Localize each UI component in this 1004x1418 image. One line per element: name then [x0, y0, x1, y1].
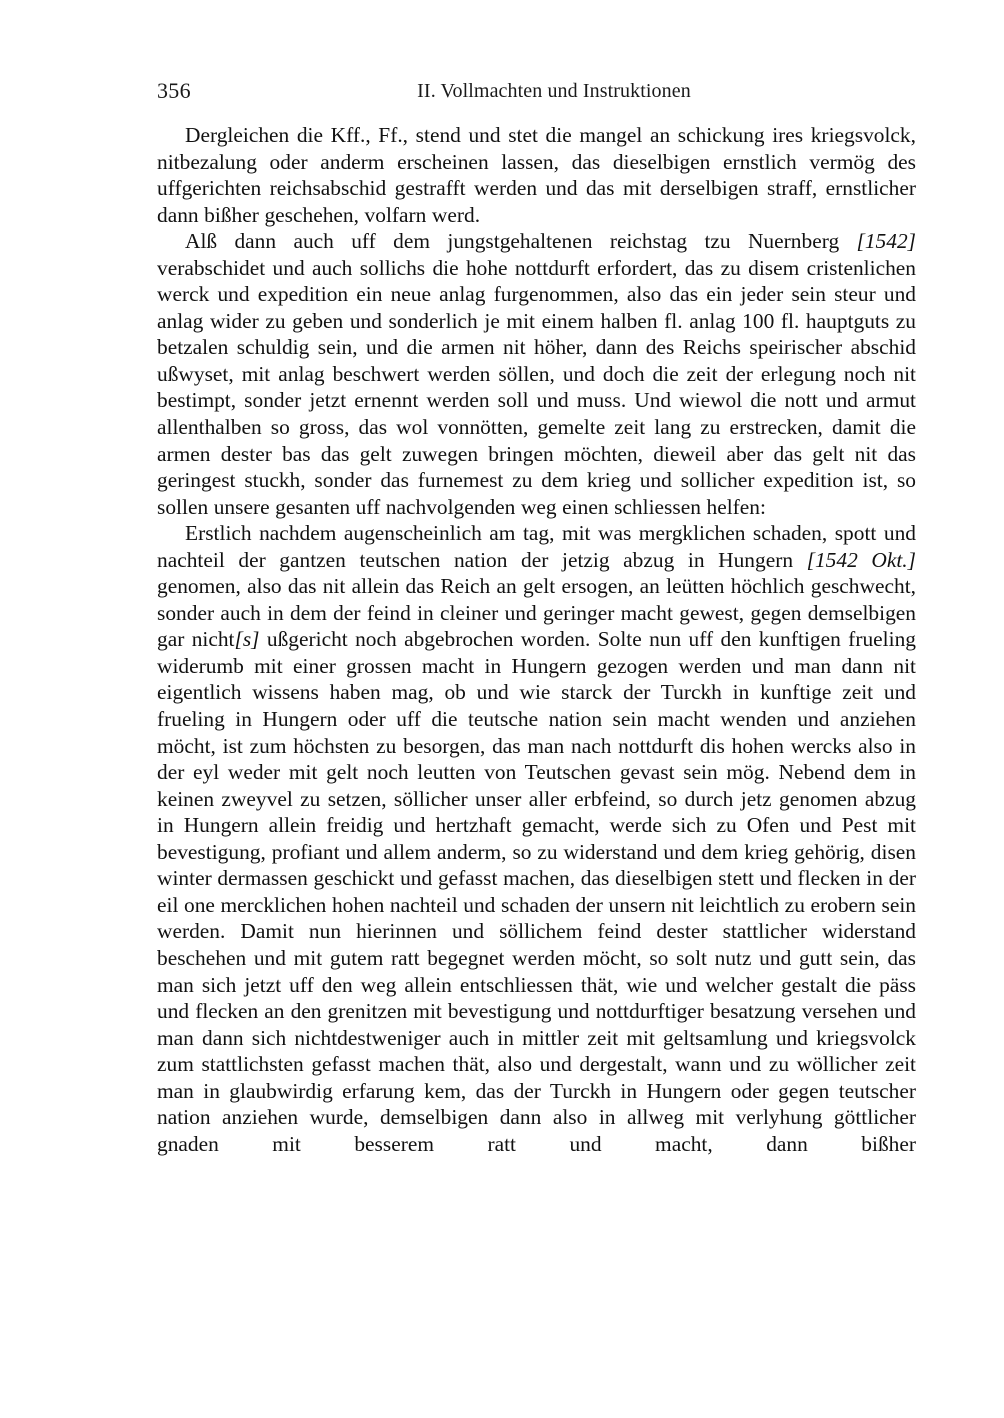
- body-text: [157, 122, 916, 1157]
- editorial-insertion: [s]: [234, 627, 260, 652]
- running-head: [157, 78, 915, 104]
- editorial-insertion: [1542]: [856, 229, 916, 254]
- editorial-insertion: [1542 Okt.]: [806, 547, 916, 572]
- paragraph: Erstlich nachdem augenscheinlich am tag, mit was mergklichen schaden, spott und nachteil der gantzen teutschen nation der jetzig abzug in Hungern [1542 Okt.] genomen, also das nit allein das Reich an gelt ersogen, an leütten höchlich geschwecht, sonder auch in dem der feind in cleiner und geringer macht gewest, gegen demselbigen gar nicht[s] ußgericht noch abgebrochen worden. Solte nun uff den kunftigen frueling widerumb mit einer grossen macht in Hungern gezogen werden und man dann nit eigentlich wissens haben mag, ob und wie starck der Turckh in kunftige zeit und frueling in Hungern oder uff die teutsche nation sein macht wenden und anziehen möcht, ist zum höchsten zu besorgen, das man nach nottdurft dis hohen wercks also in der eyl weder mit gelt noch leutten von Teutschen gevast sein mög. Nebend dem in keinen zweyvel zu setzen, söllicher unser aller erbfeind, so durch jetz genomen abzug in Hungern allein freidig und hertzhaft gemacht, werde sich zu Ofen und Pest mit bevestigung, profiant und allem anderm, so zu widerstand und dem krieg gehörig, disen winter dermassen geschickt und gefasst machen, das dieselbigen stett und flecken in der eil one mercklichen hohen nachteil und schaden der unsern nit leichtlich zu erobern sein werden. Damit nun hierinnen und söllichem feind dester stattlicher widerstand beschehen und mit gutem ratt begegnet werden möcht, so solt nutz und gutt sein, das man sich jetzt uff den weg allein entschliessen thät, wie und welcher gestalt die päss und flecken an den grenitzen mit bevestigung und nottdurftiger besatzung versehen und man dann sich nichtdestweniger auch in mittler zeit mit geltsamlung und kriegsvolck zum stattlichsten gefasst machen thät, also und dergestalt, wann und zu wöllicher zeit man in glaubwirdig erfarung kem, das der Turckh in Hungern oder gegen teutscher nation anziehen wurde, demselbigen dann also in allweg mit verlyhung göttlicher gnaden mit besserem ratt und macht, dann bißher: [157, 521, 916, 1156]
- paragraph: Alß dann auch uff dem jungstgehaltenen reichstag tzu Nuernberg [1542] verabschidet und auch sollichs die hohe nottdurft erfordert, das zu disem cristenlichen werck und expedition ein neue anlag furgenommen, also das ein jeder sein steur und anlag wider zu geben und sonderlich je mit einem halben fl. anlag 100 fl. hauptguts zu betzalen schuldig sein, und die armen nit höher, dann des Reichs speirischer abschid ußwyset, mit anlag beschwert werden söllen, und doch die zeit der erlegung noch nit bestimpt, sonder jetzt ernennt werden soll und muss. Und wiewol die nott und armut allenthalben so gross, das wol vonnötten, gemelte zeit lang zu erstrecken, damit die armen dester bas das gelt zuwegen bringen möchten, dieweil aber das gelt nit das geringest stuckh, sonder das furnemest zu dem krieg und sollicher expedition ist, so sollen unsere gesanten uff nachvolgenden weg einen schliessen helfen:: [157, 229, 916, 519]
- running-title: II. Vollmachten und Instruktionen: [417, 80, 691, 102]
- page-number: 356: [157, 78, 191, 103]
- paragraph: Dergleichen die Kff., Ff., stend und stet die mangel an schickung ires kriegsvolck, nitbezalung oder anderm erscheinen lassen, das dieselbigen ernstlich vermög des uffgerichten reichsabschid gestrafft werden und das mit derselbigen straff, ernstlicher dann bißher geschehen, volfarn werd.: [157, 123, 916, 227]
